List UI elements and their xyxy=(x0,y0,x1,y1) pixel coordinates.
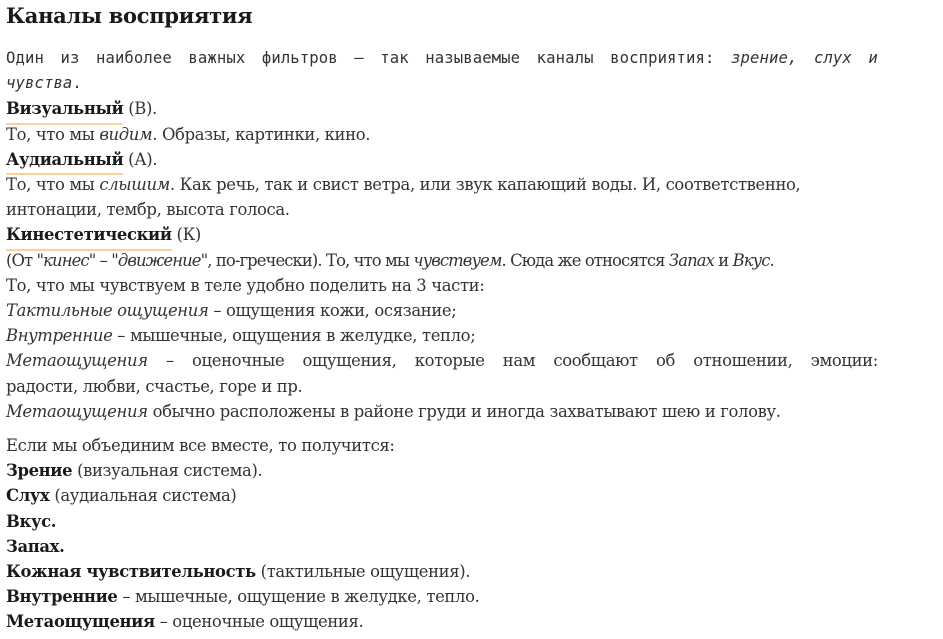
intro-line-1: Один из наиболее важных фильтров – так называемые каналы восприятия: зрение, слух и xyxy=(6,49,878,67)
page-title: Каналы восприятия xyxy=(6,3,253,28)
audial-text: То, что мы слышим. Как речь, так и свист ветра, или звук капающий воды. И, соответственно, xyxy=(6,175,801,195)
visual-text: То, что мы видим. Образы, картинки, кино. xyxy=(6,124,371,144)
summary-item-taste: Вкус. xyxy=(6,511,57,531)
kinesthetic-parts-intro: То, что мы чувствуем в теле удобно поделить на 3 части: xyxy=(6,275,485,295)
summary-item-meta: Метаощущения – оценочные ощущения. xyxy=(6,612,364,632)
summary-intro: Если мы объединим все вместе, то получится: xyxy=(6,436,395,456)
kinesthetic-item-meta: Метаощущения – оценочные ощущения, которые нам сообщают об отношении, эмоции: xyxy=(6,351,878,371)
audial-text-2: интонации, тембр, высота голоса. xyxy=(6,200,290,220)
visual-title: Визуальный xyxy=(6,96,123,121)
intro-line-2: чувства. xyxy=(6,74,82,93)
kinesthetic-text: (От "кинес" – "движение", по-гречески). То, что мы чувствуем. Сюда же относятся Запах и Вкус. xyxy=(6,250,774,270)
visual-heading: Визуальный (В). xyxy=(6,96,937,121)
summary-item-vision: Зрение (визуальная система). xyxy=(6,461,263,481)
kinesthetic-heading: Кинестетический (К) xyxy=(6,222,937,247)
kinesthetic-item-internal: Внутренние – мышечные, ощущения в желудке, тепло; xyxy=(6,326,476,346)
summary-item-internal: Внутренние – мышечные, ощущение в желудке, тепло. xyxy=(6,587,480,607)
kinesthetic-meta-note: Метаощущения обычно расположены в районе груди и иногда захватывают шею и голову. xyxy=(6,401,781,421)
kinesthetic-item-meta-2: радости, любви, счастье, горе и пр. xyxy=(6,376,303,396)
audial-heading: Аудиальный (А). xyxy=(6,147,937,172)
kinesthetic-title: Кинестетический xyxy=(6,222,172,247)
audial-title: Аудиальный xyxy=(6,147,123,172)
kinesthetic-item-tactile: Тактильные ощущения – ощущения кожи, осязание; xyxy=(6,301,457,321)
summary-item-hearing: Слух (аудиальная система) xyxy=(6,486,237,506)
summary-item-smell: Запах. xyxy=(6,536,65,556)
summary-item-skin: Кожная чувствительность (тактильные ощущения). xyxy=(6,562,471,582)
